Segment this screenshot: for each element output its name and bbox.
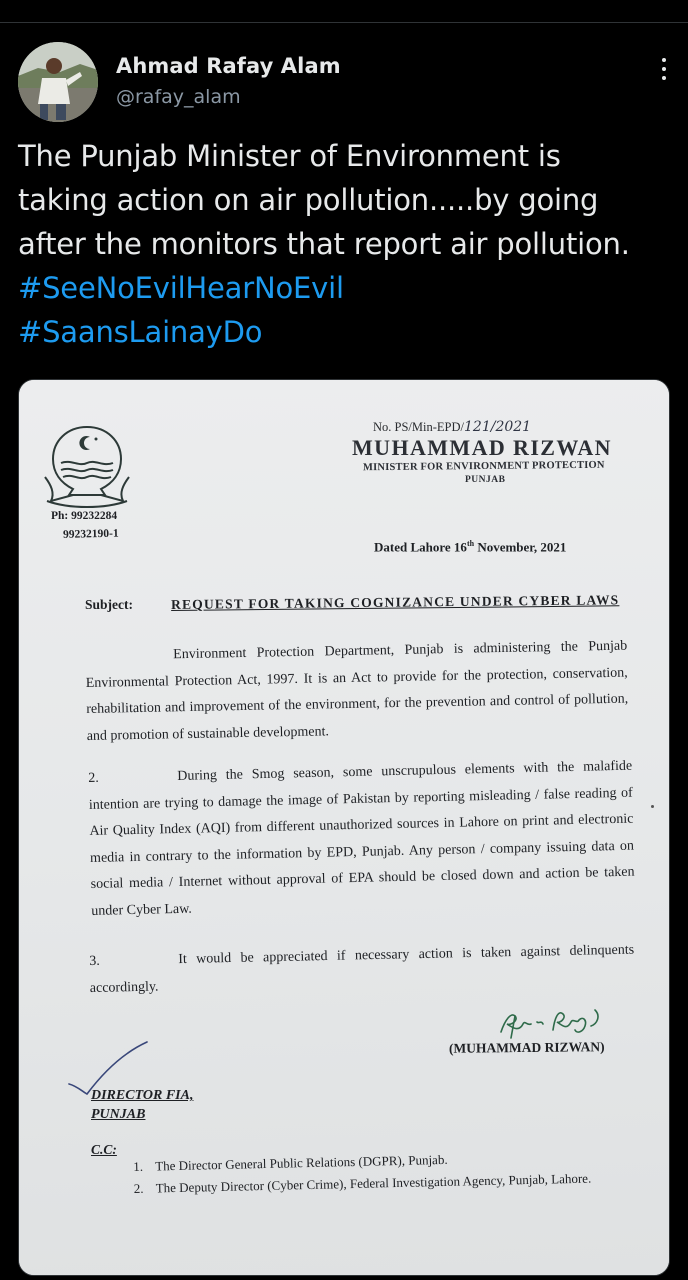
paragraph-3-text: It would be appreciated if necessary action is taken against delinquents accordingly.: [89, 942, 635, 996]
letterhead-title: MINISTER FOR ENVIRONMENT PROTECTION: [362, 459, 605, 474]
cc-item-text: The Director General Public Relations (DGPR), Punjab.: [155, 1151, 448, 1174]
more-vertical-icon[interactable]: [652, 56, 676, 82]
signature-mark: [497, 1002, 607, 1042]
recipient-block: [91, 1086, 193, 1124]
tweet-media-image[interactable]: [18, 379, 670, 1276]
cc-item-number: 1.: [133, 1158, 144, 1174]
paragraph-2-text: During the Smog season, some unscrupulous elements with the malafide intention are trying to damage the image of Pakistan by reporting misleading / false reading of Air Quality Index (AQI) from different unauthorized sources in Lahore on print and electronic media in contrary to the information by EPD, Punjab. Any person / company issuing data on social media / Internet without approval of EPA should be closed down and action be taken under Cyber Law.: [88, 758, 635, 919]
tweet-text-line: taking action on air pollution.....by going: [18, 183, 599, 217]
recipient-line-1: DIRECTOR FIA,: [91, 1088, 194, 1103]
paragraph-number: 2.: [88, 770, 99, 786]
cc-item-text: The Deputy Director (Cyber Crime), Federal Investigation Agency, Punjab, Lahore.: [155, 1170, 592, 1196]
reference-number: [373, 419, 531, 435]
signatory-name: (MUHAMMAD RIZWAN): [448, 1039, 605, 1056]
cc-item-number: 2.: [133, 1180, 144, 1196]
subject-text: REQUEST FOR TAKING COGNIZANCE UNDER CYBER LAWS: [171, 592, 620, 612]
punjab-emblem-icon: [39, 423, 135, 513]
paragraph-number: 3.: [89, 953, 100, 969]
phone-numbers: [51, 510, 595, 541]
recipient-line-2: PUNJAB: [91, 1107, 146, 1122]
letterhead-name: MUHAMMAD RIZWAN: [352, 435, 612, 460]
paragraph-3: [89, 938, 635, 1002]
paragraph-1: Environment Protection Department, Punjab is administering the Punjab Environmental Protection Act, 1997. It is an Act to provide for the protection, conservation, rehabilitation and improvement of the environment, for the prevention and control of pollution, and promotion of sustainable development.: [85, 638, 629, 744]
tweet-header: [18, 42, 678, 124]
tweet-text: [18, 134, 678, 354]
ref-prefix: No. PS/Min-EPD/: [373, 420, 464, 434]
author-name[interactable]: Ahmad Rafay Alam: [116, 54, 341, 78]
cc-list: [133, 1146, 594, 1200]
phone-1: Ph: 99232284: [51, 510, 118, 522]
letter-date: [374, 539, 566, 555]
date-prefix: Dated Lahore 16: [374, 539, 467, 555]
tweet-text-line: after the monitors that report air pollution.: [18, 227, 630, 261]
paragraph-2: [88, 754, 635, 925]
avatar[interactable]: [18, 42, 98, 122]
date-ordinal: th: [466, 539, 475, 548]
phone-2: 99232190-1: [62, 527, 119, 541]
author-handle[interactable]: @rafay_alam: [116, 86, 241, 108]
user-info: [116, 54, 341, 108]
hashtag-link[interactable]: #SaansLainayDo: [18, 315, 263, 349]
top-divider: [0, 22, 688, 23]
hashtag-link[interactable]: #SeeNoEvilHearNoEvil: [18, 271, 344, 305]
ref-handwritten: 121/2021: [464, 419, 532, 435]
stray-mark: [651, 805, 654, 808]
subject-label: Subject:: [85, 597, 133, 612]
letterhead-province: PUNJAB: [465, 475, 506, 485]
tweet-text-line: The Punjab Minister of Environment is: [18, 139, 561, 173]
date-suffix: November, 2021: [474, 539, 567, 555]
letter-document: [19, 380, 669, 1275]
cc-label: C.C:: [91, 1142, 117, 1157]
